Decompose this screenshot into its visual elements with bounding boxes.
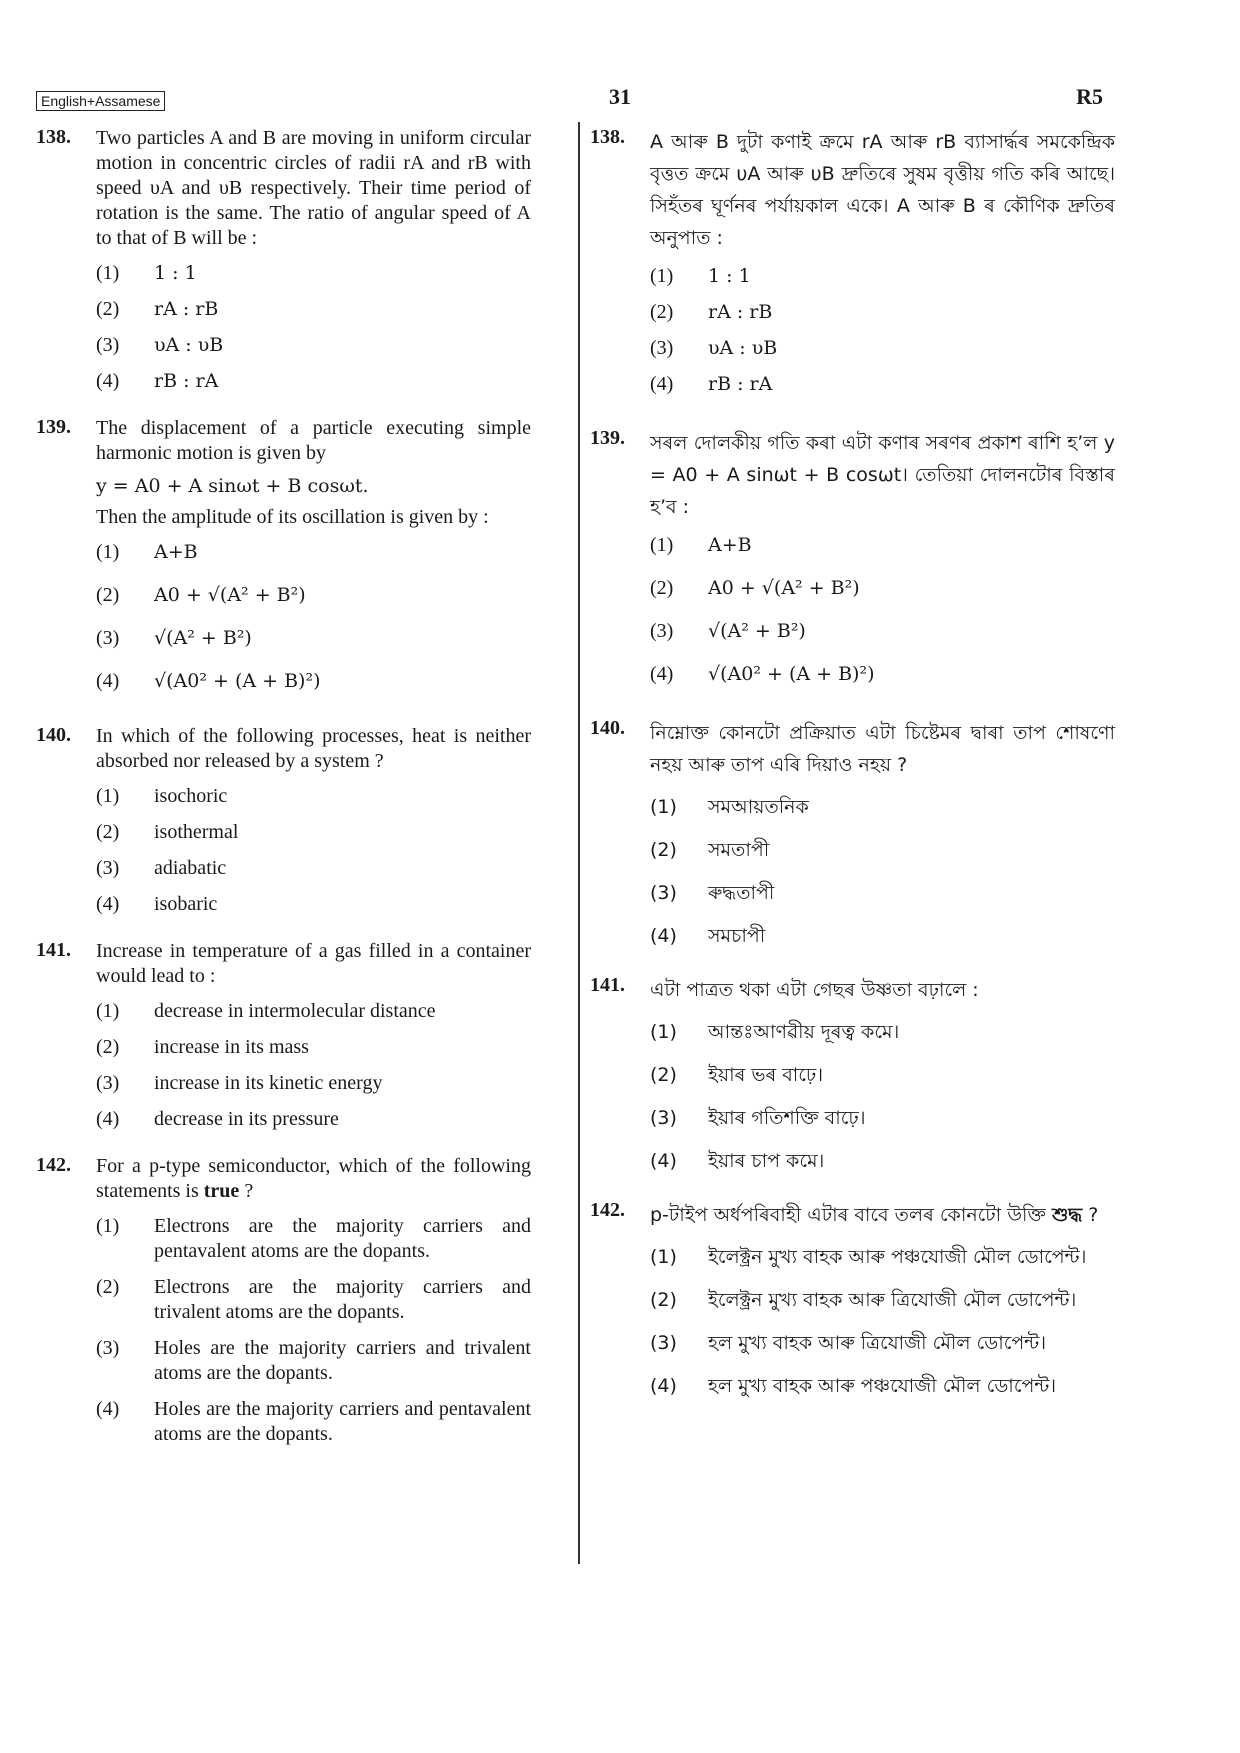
question-stem: Increase in temperature of a gas filled in a container would lead to : <box>96 940 531 987</box>
option-text: Electrons are the majority carriers and pentavalent atoms are the dopants. <box>154 1215 531 1262</box>
option[interactable] <box>650 662 1115 687</box>
option[interactable] <box>96 669 531 694</box>
option[interactable] <box>96 820 531 845</box>
option-text: হল মুখ্য বাহক আৰু পঞ্চযোজী মৌল ডোপেন্ট। <box>708 1375 1057 1397</box>
option[interactable] <box>96 892 531 917</box>
option-text: increase in its mass <box>154 1036 309 1058</box>
option[interactable] <box>96 1107 531 1132</box>
option-number: (2) <box>96 821 120 843</box>
question-138-en <box>36 126 531 394</box>
option-text: আন্তঃআণৱীয় দূৰত্ব কমে। <box>708 1021 900 1043</box>
option-number: (2) <box>96 1036 120 1058</box>
option-number: (2) <box>650 1289 677 1311</box>
options <box>650 533 1115 687</box>
option[interactable] <box>650 576 1115 601</box>
option[interactable] <box>650 791 1115 823</box>
option-number: (4) <box>96 1108 120 1130</box>
question-139-en <box>36 416 531 694</box>
question-stem: The displacement of a particle executing simple harmonic motion is given by <box>96 417 531 464</box>
option[interactable] <box>650 1284 1115 1316</box>
option-number: (3) <box>96 334 120 356</box>
option[interactable] <box>96 540 531 565</box>
option-number: (3) <box>650 1332 677 1354</box>
option-text: √(A0² + (A + B)²) <box>154 670 321 692</box>
option-number: (2) <box>96 584 120 606</box>
option-text: Holes are the majority carriers and pentavalent atoms are the dopants. <box>154 1398 531 1445</box>
option-number: (2) <box>650 839 677 861</box>
question-stem <box>96 1154 531 1204</box>
option-text: ইয়াৰ চাপ কমে। <box>708 1150 825 1172</box>
option-number: (2) <box>650 577 674 599</box>
option-text: A+B <box>154 541 198 563</box>
options <box>96 261 531 394</box>
option[interactable] <box>96 1035 531 1060</box>
question-number: 141. <box>590 974 625 996</box>
option-number: (3) <box>650 1107 677 1129</box>
question-number: 142. <box>36 1154 71 1176</box>
question-140-en <box>36 724 531 917</box>
option-text: υA : υB <box>154 334 224 356</box>
english-column <box>36 126 531 1458</box>
option-text: isobaric <box>154 893 218 915</box>
question-stem: A আৰু B দুটা কণাই ক্ৰমে rA আৰু rB ব্যাসাৰ্দ্ধৰ সমকেন্দ্ৰিক বৃত্তত ক্ৰমে υA আৰু υB দ্ৰুতিৰে সুষম বৃত্তীয় গতি কৰি আছে। সিহঁতৰ ঘূৰ্ণনৰ পৰ্যায়কাল একে। A আৰু B ৰ কৌণিক দ্ৰুতিৰ অনুপাত : <box>650 131 1115 249</box>
option[interactable] <box>650 834 1115 866</box>
options <box>96 784 531 917</box>
option-number: (2) <box>650 301 674 323</box>
option[interactable] <box>96 1275 531 1325</box>
option[interactable] <box>650 300 1115 325</box>
option[interactable] <box>650 920 1115 952</box>
option-text: ইলেক্ট্ৰন মুখ্য বাহক আৰু ত্ৰিযোজী মৌল ডোপেন্ট। <box>708 1289 1077 1311</box>
option-number: (1) <box>650 265 674 287</box>
options <box>650 264 1115 397</box>
option[interactable] <box>650 264 1115 289</box>
question-number: 139. <box>36 416 71 438</box>
option[interactable] <box>650 336 1115 361</box>
option-number: (1) <box>96 262 120 284</box>
option-number: (1) <box>650 796 677 818</box>
option[interactable] <box>96 333 531 358</box>
option-number: (3) <box>650 882 677 904</box>
options <box>96 1214 531 1447</box>
column-divider <box>578 122 580 1564</box>
question-stem: In which of the following processes, heat is neither absorbed nor released by a system ? <box>96 725 531 772</box>
option[interactable] <box>96 784 531 809</box>
question-number: 139. <box>590 427 625 449</box>
option-text: √(A² + B²) <box>708 620 806 642</box>
stem-emphasis: শুদ্ধ <box>1051 1204 1083 1226</box>
option-text: increase in its kinetic energy <box>154 1072 383 1094</box>
page-number: 31 <box>609 84 631 109</box>
question-stem: নিম্নোক্ত কোনটো প্ৰক্ৰিয়াত এটা চিষ্টেমৰ দ্বাৰা তাপ শোষণো নহয় আৰু তাপ এৰি দিয়াও নহয় ? <box>650 722 1115 776</box>
question-equation: y = A0 + A sinωt + B cosωt. <box>96 475 369 497</box>
option-text: ৰুদ্ধতাপী <box>708 882 775 904</box>
stem-text: p-টাইপ অৰ্ধপৰিবাহী এটাৰ বাবে তলৰ কোনটো উক্তি <box>650 1204 1046 1226</box>
option-number: (1) <box>96 1215 120 1237</box>
question-number: 138. <box>36 126 71 148</box>
option-number: (3) <box>96 1337 120 1359</box>
option-text: ইয়াৰ গতিশক্তি বাঢ়ে। <box>708 1107 866 1129</box>
options <box>96 999 531 1132</box>
option[interactable] <box>650 877 1115 909</box>
option-number: (1) <box>650 534 674 556</box>
option[interactable] <box>96 999 531 1024</box>
option[interactable] <box>96 1397 531 1447</box>
option-number: (1) <box>650 1021 677 1043</box>
option-number: (3) <box>96 627 120 649</box>
option[interactable] <box>650 1102 1115 1134</box>
set-code: R5 <box>1076 84 1103 109</box>
stem-text: For a p-type semiconductor, which of the following statements is <box>96 1155 531 1202</box>
option[interactable] <box>650 619 1115 644</box>
options <box>650 791 1115 952</box>
question-number: 142. <box>590 1199 625 1221</box>
option-number: (3) <box>96 857 120 879</box>
option-text: rB : rA <box>708 373 773 395</box>
question-stem-2: Then the amplitude of its oscillation is given by : <box>96 506 489 528</box>
option-text: rA : rB <box>154 298 219 320</box>
stem-end: ? <box>1082 1204 1099 1226</box>
question-142-as <box>590 1199 1115 1402</box>
option[interactable] <box>650 1241 1115 1273</box>
option[interactable] <box>650 1145 1115 1177</box>
option-text: Holes are the majority carriers and trivalent atoms are the dopants. <box>154 1337 531 1384</box>
question-number: 141. <box>36 939 71 961</box>
question-stem: Two particles A and B are moving in uniform circular motion in concentric circles of radii rA and rB with speed υA and υB respectively. Their time period of rotation is the same. The ratio of angular speed of A to that of B will be : <box>96 127 531 249</box>
option[interactable] <box>96 1071 531 1096</box>
language-tag: English+Assamese <box>36 91 165 111</box>
option-text: √(A² + B²) <box>154 627 252 649</box>
option-text: A0 + √(A² + B²) <box>708 577 860 599</box>
option-text: 1 : 1 <box>154 262 197 284</box>
option-text: Electrons are the majority carriers and trivalent atoms are the dopants. <box>154 1276 531 1323</box>
option[interactable] <box>96 856 531 881</box>
option-number: (2) <box>96 1276 120 1298</box>
option-text: A0 + √(A² + B²) <box>154 584 306 606</box>
option-number: (3) <box>96 1072 120 1094</box>
option[interactable] <box>96 1336 531 1386</box>
option-text: rA : rB <box>708 301 773 323</box>
option[interactable] <box>650 1016 1115 1048</box>
option-text: সমচাপী <box>708 925 766 947</box>
option[interactable] <box>96 297 531 322</box>
option-number: (4) <box>650 925 677 947</box>
question-138-as <box>590 126 1115 397</box>
option-text: decrease in its pressure <box>154 1108 339 1130</box>
option-text: A+B <box>708 534 752 556</box>
option-number: (4) <box>650 663 674 685</box>
option-number: (1) <box>96 785 120 807</box>
option[interactable] <box>96 261 531 286</box>
option-text: ইয়াৰ ভৰ বাঢ়ে। <box>708 1064 824 1086</box>
stem-end: ? <box>239 1180 254 1202</box>
option[interactable] <box>650 1059 1115 1091</box>
option-text: 1 : 1 <box>708 265 751 287</box>
option-text: decrease in intermolecular distance <box>154 1000 436 1022</box>
option-text: adiabatic <box>154 857 227 879</box>
question-142-en <box>36 1154 531 1447</box>
option[interactable] <box>96 626 531 651</box>
option-text: সমআয়তনিক <box>708 796 809 818</box>
options <box>650 1016 1115 1177</box>
option[interactable] <box>96 369 531 394</box>
option-text: rB : rA <box>154 370 219 392</box>
question-139-as <box>590 427 1115 687</box>
option-number: (4) <box>650 1375 677 1397</box>
option-text: isothermal <box>154 821 239 843</box>
question-stem: সৰল দোলকীয় গতি কৰা এটা কণাৰ সৰণৰ প্ৰকাশ ৰাশি হ’ল y = A0 + A sinωt + B cosωt। তেতিয়া দোলনটোৰ বিস্তাৰ হ’ব : <box>650 432 1115 518</box>
option-number: (3) <box>650 620 674 642</box>
question-number: 140. <box>590 717 625 739</box>
option[interactable] <box>96 1214 531 1264</box>
option-text: υA : υB <box>708 337 778 359</box>
question-number: 140. <box>36 724 71 746</box>
question-140-as <box>590 717 1115 952</box>
stem-emphasis: true <box>203 1180 240 1202</box>
option-number: (4) <box>96 893 120 915</box>
option[interactable] <box>96 583 531 608</box>
option-number: (4) <box>96 1398 120 1420</box>
option-text: isochoric <box>154 785 228 807</box>
option-text: সমতাপী <box>708 839 770 861</box>
option-number: (1) <box>650 1246 677 1268</box>
option-text: √(A0² + (A + B)²) <box>708 663 875 685</box>
option-number: (2) <box>650 1064 677 1086</box>
question-stem <box>650 1199 1115 1231</box>
options <box>650 1241 1115 1402</box>
question-141-as <box>590 974 1115 1177</box>
options <box>96 540 531 694</box>
option-number: (1) <box>96 541 120 563</box>
option[interactable] <box>650 372 1115 397</box>
option-number: (4) <box>650 373 674 395</box>
option[interactable] <box>650 1370 1115 1402</box>
option-text: হল মুখ্য বাহক আৰু ত্ৰিযোজী মৌল ডোপেন্ট। <box>708 1332 1046 1354</box>
question-number: 138. <box>590 126 625 148</box>
option-number: (4) <box>650 1150 677 1172</box>
option-number: (3) <box>650 337 674 359</box>
option[interactable] <box>650 1327 1115 1359</box>
option-number: (4) <box>96 370 120 392</box>
option-number: (4) <box>96 670 120 692</box>
option-number: (1) <box>96 1000 120 1022</box>
assamese-column <box>590 126 1115 1413</box>
question-141-en <box>36 939 531 1132</box>
option-text: ইলেক্ট্ৰন মুখ্য বাহক আৰু পঞ্চযোজী মৌল ডোপেন্ট। <box>708 1246 1087 1268</box>
question-stem: এটা পাত্ৰত থকা এটা গেছৰ উষ্ণতা বঢ়ালে : <box>650 979 979 1001</box>
option-number: (2) <box>96 298 120 320</box>
option[interactable] <box>650 533 1115 558</box>
